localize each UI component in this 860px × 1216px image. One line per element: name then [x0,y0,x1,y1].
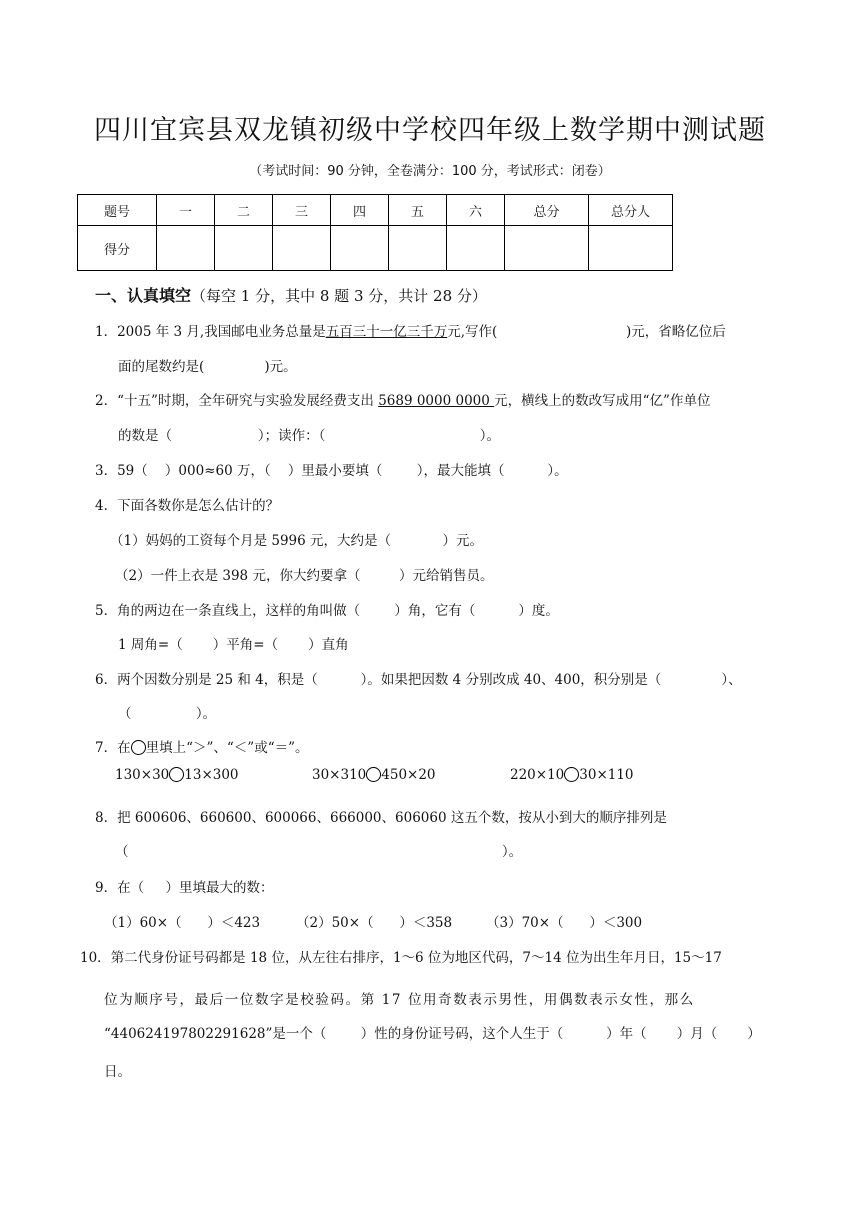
header-cell: 六 [447,195,505,226]
score-cell[interactable] [589,226,673,271]
question-10: 10．第二代身份证号码都是 18 位，从左往右排序，1～6 位为地区代码，7～14 位为出生年月日，15～17 [80,950,722,966]
section-title: 一、认真填空 [95,286,192,305]
question-7-item [115,767,239,783]
question-text: 2．“十五”时期，全年研究与实验发展经费支出 [95,393,379,409]
header-cell: 题号 [78,195,157,226]
question-6-cont: （ ）。 [118,706,217,722]
header-cell: 四 [331,195,389,226]
question-7 [95,736,309,756]
expression-right: 450×20 [381,767,436,783]
header-cell: 总分 [505,195,589,226]
score-cell[interactable] [157,226,215,271]
score-cell[interactable] [331,226,389,271]
question-2 [95,389,710,409]
header-cell: 五 [389,195,447,226]
question-text: 元,写作( )元，省略亿位后 [447,324,726,340]
expression-right: 13×300 [184,767,239,783]
question-4-1: （1）妈妈的工资每个月是 5996 元，大约是（ ）元。 [110,533,484,549]
question-5: 5．角的两边在一条直线上，这样的角叫做（ ）角，它有（ ）度。 [95,603,559,619]
question-9: 9．在（ ）里填最大的数： [95,880,274,896]
expression-left: 130×30 [115,767,170,783]
question-1-cont: 面的尾数约是( )元。 [118,359,297,375]
section-heading [95,283,487,306]
question-text: 7．在 [95,740,131,756]
section-note: （每空 1 分，其中 8 题 3 分，共计 28 分） [191,287,487,305]
score-cell[interactable] [505,226,589,271]
header-cell: 三 [273,195,331,226]
question-9-item: （1）60×（ ）＜423 [104,915,261,931]
page-title: 四川宜宾县双龙镇初级中学校四年级上数学期中测试题 [94,115,766,146]
question-4-2: （2）一件上衣是 398 元，你大约要拿（ ）元给销售员。 [115,568,494,584]
underlined-number: 五百三十一亿三千万 [325,324,448,340]
expression-left: 220×10 [510,767,565,783]
question-4: 4．下面各数你是怎么估计的？ [95,498,280,514]
question-text: 里填上“＞”、“＜”或“＝”。 [145,740,309,756]
question-2-cont: 的数是（ ）；读作：（ ）。 [118,428,501,444]
question-8: 8．把 600606、660600、600066、666000、606060 这五个数，按从小到大的顺序排列是 [95,810,667,826]
header-cell: 总分人 [589,195,673,226]
score-cell[interactable] [273,226,331,271]
exam-info: （考试时间：90 分钟，全卷满分：100 分，考试形式：闭卷） [249,164,611,179]
question-text: 1．2005 年 3 月,我国邮电业务总量是 [95,324,326,340]
score-table-score-row [78,226,673,271]
expression-left: 30×310 [312,767,367,783]
compare-circle-icon[interactable] [564,767,579,782]
question-7-item [510,767,634,783]
compare-circle-icon[interactable] [366,767,381,782]
question-10-cont: 日。 [104,1064,131,1080]
score-cell[interactable] [389,226,447,271]
circle-icon [131,740,146,755]
compare-circle-icon[interactable] [169,767,184,782]
question-8-cont: （ ）。 [115,844,523,860]
question-1 [95,320,726,340]
score-table-header-row [78,195,673,226]
question-9-item: （3）70×（ ）＜300 [486,915,643,931]
score-cell[interactable] [215,226,273,271]
score-table [77,194,673,271]
underlined-number: 5689 0000 0000 [378,393,495,409]
question-6: 6．两个因数分别是 25 和 4，积是（ ）。如果把因数 4 分别改成 40、400，积分别是（ ）、 [95,672,742,688]
question-5-2: 1 周角=（ ）平角=（ ）直角 [118,637,349,653]
question-10-cont: “440624197802291628”是一个（ ）性的身份证号码，这个人生于（ ）年（ ）月（ ） [104,1026,761,1042]
question-3: 3．59（ ）000≈60 万，（ ）里最小要填（ ），最大能填（ ）。 [95,463,568,479]
header-cell: 二 [215,195,273,226]
header-cell: 一 [157,195,215,226]
score-row-label: 得分 [78,226,157,271]
question-7-item [312,767,436,783]
score-cell[interactable] [447,226,505,271]
question-text: 元，横线上的数改写成用“亿”作单位 [494,393,711,409]
expression-right: 30×110 [579,767,634,783]
question-10-cont: 位为顺序号，最后一位数字是校验码。第 17 位用奇数表示男性，用偶数表示女性，那么 [104,992,695,1008]
question-9-item: （2）50×（ ）＜358 [296,915,453,931]
